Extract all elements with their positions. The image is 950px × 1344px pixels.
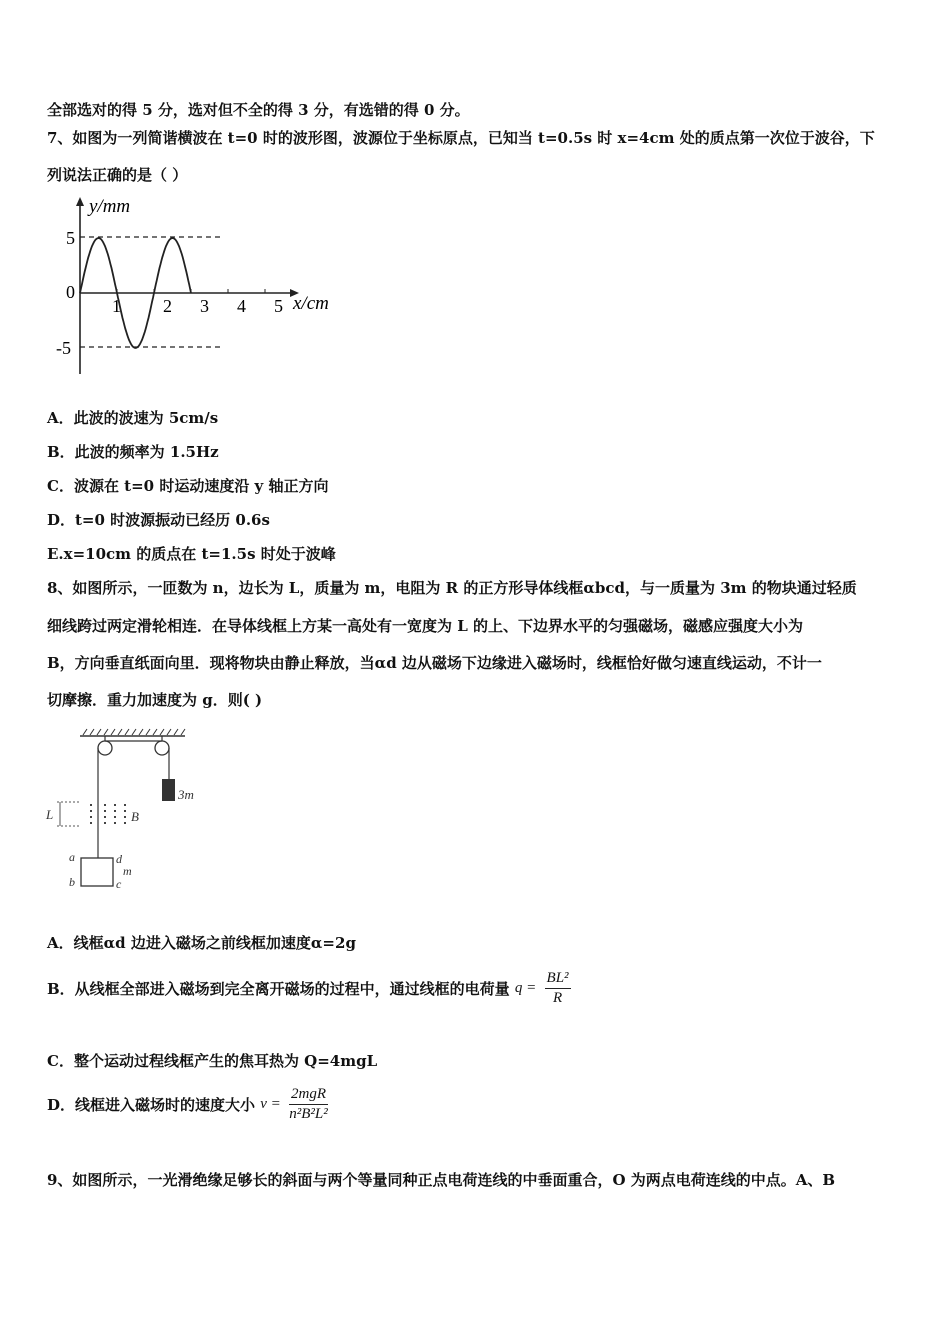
q8-option-b-fraction bbox=[545, 970, 571, 1007]
q8-option-b-denominator: R bbox=[552, 990, 563, 1006]
pulley-right bbox=[155, 741, 169, 755]
q8-option-b-lhs: q = bbox=[514, 980, 537, 996]
field-label: B bbox=[131, 809, 139, 824]
q7-stem-line-2: 列说法正确的是（ ） bbox=[47, 166, 188, 184]
q7-option-c: C．波源在 t=0 时运动速度沿 y 轴正方向 bbox=[47, 477, 329, 495]
q8-option-d bbox=[47, 1086, 328, 1123]
scoring-note: 全部选对的得 5 分，选对但不全的得 3 分，有选错的得 0 分。 bbox=[47, 101, 470, 119]
corner-c: c bbox=[116, 877, 122, 891]
y-tick-0: 0 bbox=[66, 282, 75, 302]
y-tick-neg5: -5 bbox=[56, 338, 71, 358]
q8-option-a: A．线框αd 边进入磁场之前线框加速度α=2g bbox=[47, 934, 356, 952]
q7-option-b: B．此波的频率为 1.5Hz bbox=[47, 443, 219, 461]
q8-stem-line-2: 细线跨过两定滑轮相连．在导体线框上方某一高处有一宽度为 L 的上、下边界水平的匀强磁场，磁感应强度大小为 bbox=[47, 617, 803, 635]
q7-stem-line-1: 7、如图为一列简谐横波在 t=0 时的波形图，波源位于坐标原点，已知当 t=0.5s 时 x=4cm 处的质点第一次位于波谷，下 bbox=[47, 129, 875, 147]
q8-option-b-text: B．从线框全部进入磁场到完全离开磁场的过程中，通过线框的电荷量 bbox=[47, 980, 510, 998]
q8-option-d-lhs: v = bbox=[260, 1096, 281, 1112]
y-axis-arrow bbox=[76, 197, 84, 206]
q7-option-e: E.x=10cm 的质点在 t=1.5s 时处于波峰 bbox=[47, 545, 336, 563]
field-width-label: L bbox=[46, 807, 54, 822]
block-3m bbox=[162, 779, 175, 801]
corner-d: d bbox=[116, 852, 122, 866]
block-label: 3m bbox=[178, 787, 194, 802]
frame-mass-label: m bbox=[123, 864, 132, 878]
q8-option-d-denominator: n²B²L² bbox=[289, 1106, 328, 1122]
q8-option-b-numerator: BL² bbox=[545, 970, 571, 989]
x-tick-4: 4 bbox=[237, 296, 246, 316]
q9-stem-line-1: 9、如图所示，一光滑绝缘足够长的斜面与两个等量同种正点电荷连线的中垂面重合，O 为两点电荷连线的中点。A、B bbox=[47, 1171, 836, 1189]
q8-stem-line-3: B，方向垂直纸面向里．现将物块由静止释放，当αd 边从磁场下边缘进入磁场时，线框恰好做匀速直线运动，不计一 bbox=[47, 654, 822, 672]
q7-option-a: A．此波的波速为 5cm/s bbox=[47, 409, 219, 427]
x-tick-1: 1 bbox=[112, 296, 121, 316]
q7-option-d: D．t=0 时波源振动已经历 0.6s bbox=[47, 511, 270, 529]
field-dots bbox=[91, 804, 125, 824]
x-tick-3: 3 bbox=[200, 296, 209, 316]
q8-option-d-numerator: 2mgR bbox=[289, 1086, 328, 1105]
q8-option-b bbox=[47, 970, 571, 1007]
corner-a: a bbox=[69, 850, 75, 864]
x-axis-label: x/cm bbox=[293, 293, 329, 314]
ceiling-hatch bbox=[83, 729, 185, 735]
q8-pulley-figure bbox=[45, 724, 215, 896]
q8-option-d-fraction bbox=[289, 1086, 328, 1123]
q8-stem-line-1: 8、如图所示，一匝数为 n，边长为 L，质量为 m，电阻为 R 的正方形导体线框αbcd，与一质量为 3m 的物块通过轻质 bbox=[47, 579, 857, 597]
q8-stem-line-4: 切摩擦．重力加速度为 g．则( ) bbox=[47, 691, 263, 709]
q7-wave-graph bbox=[55, 192, 355, 382]
x-tick-5: 5 bbox=[274, 296, 283, 316]
q8-option-c: C．整个运动过程线框产生的焦耳热为 Q=4mgL bbox=[47, 1052, 378, 1070]
pulley-left bbox=[98, 741, 112, 755]
y-tick-5: 5 bbox=[66, 228, 75, 248]
y-axis-label: y/mm bbox=[89, 196, 131, 217]
x-tick-2: 2 bbox=[163, 296, 172, 316]
coil-frame bbox=[81, 858, 113, 886]
q8-option-d-text: D．线框进入磁场时的速度大小 bbox=[47, 1096, 256, 1114]
corner-b: b bbox=[69, 875, 75, 889]
